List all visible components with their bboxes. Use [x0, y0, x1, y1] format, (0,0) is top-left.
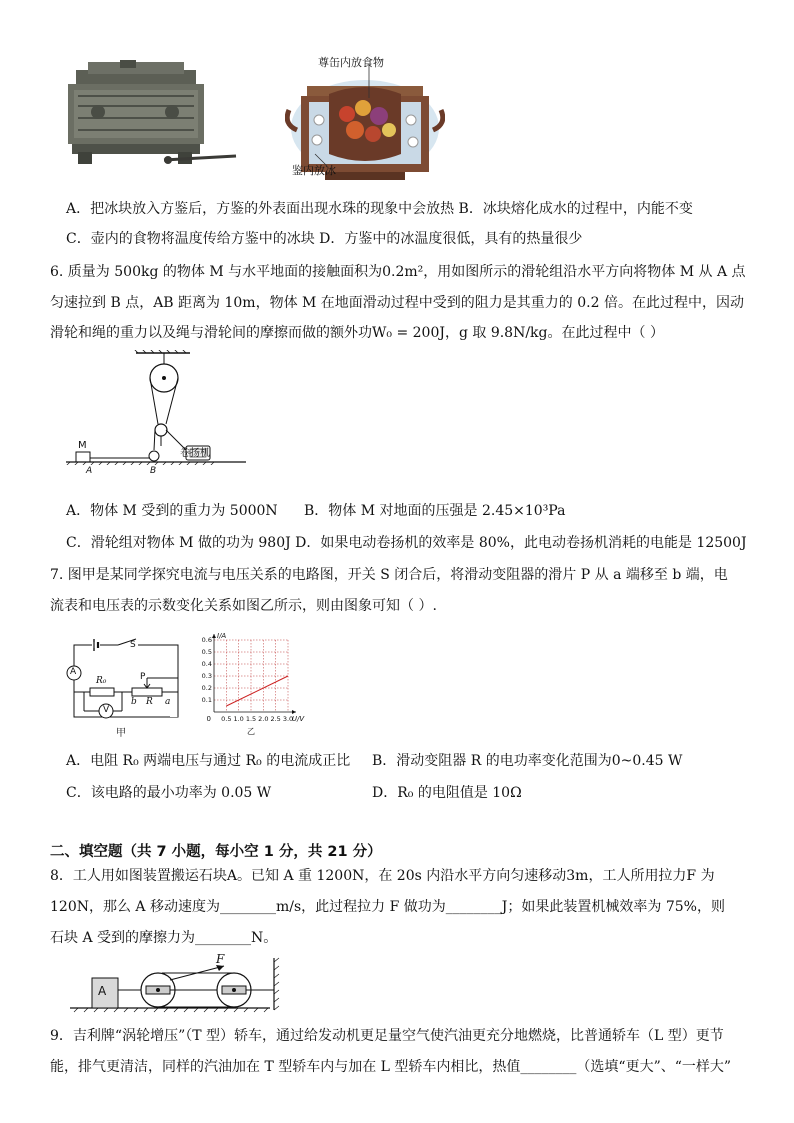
circuit-caption: 甲 — [116, 728, 126, 739]
ammeter-label: A — [70, 667, 77, 677]
circuit-diagram — [62, 633, 192, 723]
y-tick-label: 0.1 — [201, 696, 212, 705]
q7-option-d: D．R₀ 的电阻值是 10Ω — [372, 785, 522, 801]
q7-stem-line1: 7. 图甲是某同学探究电流与电压关系的电路图，开关 S 闭合后，将滑动变阻器的滑片 P 从 a 端移至 b 端，电 — [50, 567, 728, 583]
y-tick-label: 0.3 — [201, 672, 212, 681]
rheostat-r-label: R — [146, 697, 153, 707]
q8-stem-line2: 120N，那么 A 移动速度为________m/s，此过程拉力 F 做功为________J；如果此装置机械效率为 75%，则 — [50, 899, 725, 915]
pulley-block-diagram — [70, 950, 282, 1014]
y-axis-arrow — [212, 634, 216, 638]
current-voltage-chart — [196, 628, 318, 738]
switch-label: S — [130, 640, 136, 650]
y-tick-label: 0.2 — [201, 684, 212, 693]
x-axis-arrow — [292, 710, 296, 714]
stone-a-label: A — [98, 984, 107, 998]
x-tick-label: 0.5 — [221, 715, 232, 723]
y-axis-label: I/A — [217, 632, 227, 640]
label-food-in-vessel: 尊缶内放食物 — [318, 56, 384, 69]
q6-stem-line3: 滑轮和绳的重力以及绳与滑轮间的摩擦而做的额外功W₀ = 200J，g 取 9.8N/kg。在此过程中（ ） — [50, 325, 664, 341]
q7-option-a: A．电阻 R₀ 两端电压与通过 R₀ 的电流成正比 — [66, 753, 351, 769]
chart-caption: 乙 — [247, 727, 255, 736]
label-point-b: B — [150, 466, 157, 476]
label-winch: 卷扬机 — [180, 448, 210, 459]
label-object-m: M — [78, 440, 87, 451]
data-series-line — [226, 676, 288, 706]
label-ice-in-vessel: 鉴内放冰 — [292, 164, 336, 177]
x-tick-label: 1.0 — [233, 715, 244, 723]
x-tick-label: 2.0 — [258, 715, 269, 723]
q6-stem-line2: 匀速拉到 B 点，AB 距离为 10m，物体 M 在地面滑动过程中受到的阻力是其重力的 0.2 倍。在此过程中，因动 — [50, 295, 744, 311]
slider-p-label: P — [140, 672, 146, 682]
force-f-label: F — [216, 952, 225, 966]
q5-option-cd: C．壶内的食物将温度传给方鉴中的冰块 D．方鉴中的冰温度很低，具有的热量很少 — [66, 231, 583, 247]
section-heading: 二、填空题（共 7 小题，每小空 1 分，共 21 分） — [50, 844, 382, 860]
x-tick-label: 1.5 — [245, 715, 257, 723]
terminal-b-label: b — [131, 697, 137, 707]
bronze-vessel-photo — [68, 60, 240, 172]
q6-stem-line1: 6. 质量为 500kg 的物体 M 与水平地面的接触面积为0.2m²，用如图所示的滑轮组沿水平方向将物体 M 从 A 点 — [50, 264, 746, 280]
iu-chart-svg — [196, 628, 318, 738]
x-tick-label: 3.0 — [282, 715, 294, 723]
resistor-r0-label: R₀ — [96, 676, 107, 686]
q5-option-ab: A．把冰块放入方鉴后，方鉴的外表面出现水珠的现象中会放热 B．冰块熔化成水的过程中，内能不变 — [66, 201, 693, 217]
q9-stem-line1: 9．吉利牌“涡轮增压”（T 型）轿车，通过给发动机更足量空气使汽油更充分地燃烧，比普通轿车（L 型）更节 — [50, 1028, 724, 1044]
y-tick-label: 0.5 — [201, 648, 212, 657]
q6-option-a: A．物体 M 受到的重力为 5000N — [66, 503, 278, 519]
y-tick-label: 0.6 — [201, 636, 212, 645]
x-tick-label: 2.5 — [270, 715, 281, 723]
q6-option-b: B．物体 M 对地面的压强是 2.45×10³Pa — [304, 503, 566, 519]
pulley-winch-diagram — [66, 350, 246, 465]
x-axis-label: U/V — [291, 715, 305, 723]
terminal-a-label: a — [165, 697, 171, 707]
q7-stem-line2: 流表和电压表的示数变化关系如图乙所示，则由图象可知（ ）. — [50, 598, 437, 614]
q6-option-cd: C．滑轮组对物体 M 做的功为 980J D．如果电动卷扬机的效率是 80%，此电动卷扬机消耗的电能是 12500J — [66, 535, 747, 551]
y-tick-label: 0.4 — [201, 660, 212, 669]
q7-option-c: C．该电路的最小功率为 0.05 W — [66, 785, 272, 801]
origin-label: 0 — [206, 715, 211, 723]
q8-stem-line1: 8．工人用如图装置搬运石块A。已知 A 重 1200N，在 20s 内沿水平方向匀速移动3m，工人所用拉力F 为 — [50, 868, 715, 884]
q9-stem-line2: 能，排气更清洁，同样的汽油加在 T 型轿车内与加在 L 型轿车内相比，热值________（选填“更大”、“一样大” — [50, 1059, 732, 1075]
voltmeter-label: V — [103, 705, 110, 715]
q8-stem-line3: 石块 A 受到的摩擦力为________N。 — [50, 930, 278, 946]
q7-option-b: B．滑动变阻器 R 的电功率变化范围为0~0.45 W — [372, 753, 683, 769]
label-point-a: A — [86, 466, 93, 476]
